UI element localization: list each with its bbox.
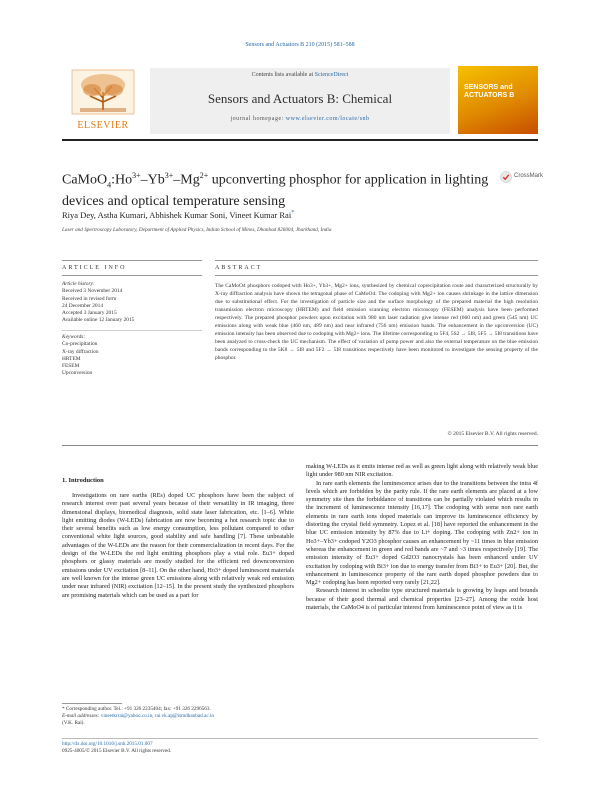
abstract-rule [215,260,538,261]
keyword: FESEM [62,363,80,370]
homepage-label: journal homepage: [230,116,286,122]
history-label: Article history: [62,281,95,287]
intro-paragraph: Research interest in scheelite type structured materials is growing by leaps and bounds because of their good thermal and chemical properties [23–27]. Among the oxide host materials, the CaMoO4 is of particular interest from luminescence point of view as it is [306,587,538,612]
article-title: $CaMoO_4:Ho^{3+}-Yb^{3+}-Mg^{2+}$ upconverting phosphor for application in lighting devices and optical temperature sensing [62,171,489,210]
elsevier-logo[interactable] [62,68,144,134]
contents-prefix: Contents lists available at [251,72,315,78]
keyword: HRTEM [62,355,81,362]
keyword: X-ray diffraction [62,348,99,355]
crossmark-icon [500,171,512,183]
journal-reference[interactable]: Sensors and Actuators B 210 (2015) 581–588 [245,42,355,48]
email-owner: (V.K. Rai). [62,720,85,726]
abstract-heading: ABSTRACT [215,265,263,271]
journal-banner [150,68,450,134]
author-list [62,210,294,220]
abstract-underline [215,275,538,276]
article-history [62,281,202,325]
corresponding-author-note: * Corresponding author. Tel.: +91 326 2235404; fax: +91 326 2296563. [62,706,211,712]
article-info-rule [62,260,202,261]
introduction-heading: 1. Introduction [62,477,104,484]
affiliation: Laser and Spectroscopy Laboratory, Department of Applied Physics, Indian School of Mines, Dhanbad 826004, Jharkhand, India [62,227,332,233]
abstract-copyright: © 2015 Elsevier B.V. All rights reserved. [447,431,538,437]
authors: Riya Dey, Astha Kumari, Abhishek Kumar Soni, Vineet Kumar Rai [62,210,292,220]
elsevier-wordmark: ELSEVIER [77,120,129,131]
history-item: Accepted 3 January 2015 [62,310,117,317]
abstract-end-rule [62,445,538,446]
keyword: Co-precipitation [62,341,98,348]
article-info-underline [62,275,202,276]
footnote-rule [62,703,122,704]
email-label: E-mail addresses: [62,713,101,719]
cover-title: SENSORS and ACTUATORS B [464,84,515,99]
contents-line [150,72,450,78]
keywords-label: Keywords: [62,334,86,340]
email-links[interactable]: vineetkrrai@yahoo.co.in, rai.vk.ap@ismdhanbad.ac.in [100,713,214,719]
doi-link[interactable]: http://dx.doi.org/10.1016/j.snb.2015.01.007 [62,741,153,747]
homepage-line [150,116,450,122]
history-item: 24 December 2014 [62,302,104,309]
doi-rule [62,738,538,739]
intro-left-column [62,492,294,600]
doi-block [62,741,362,755]
keywords [62,334,202,378]
crossmark-badge[interactable] [500,171,544,183]
corresponding-author-marker[interactable]: * [291,210,295,216]
sciencedirect-link[interactable]: ScienceDirect [314,72,349,78]
keyword: Upconversion [62,370,93,377]
intro-paragraph: making W-LEDs as it emits intense red as well as green light along with relatively weak blue light under 980 nm NIR excitation. [306,463,538,479]
abstract-text: The CaMoO4 phosphors codoped with Ho3+, Yb3+, Mg2+ ions, synthesized by chemical coprecipitation route and characterized structurally by X-ray diffraction analysis have shown the tetragonal phase of CaMoO4. The codoping with Mg2+ ion causes shrinkage in the lattice dimension due to substitutional effect. For the investigation of particle size and the surface morphology of the prepared material the high resolution transmission electron microscopy (HRTEM) and field emission scanning electron microscopy (FESEM) analysis have been performed respectively. The prepared phosphor powders upon excitation with 980 nm laser radiation give intense red (660 nm) and green (545 nm) UC emissions along with weak blue (460 nm, 489 nm) and near infrared (756 nm) emission bands. The enhancement in the upconversion (UC) emission intensity has been observed due to codoping with Mg2+ ions. The lifetime corresponding to 5F4, 5S2 → 5I8, 5F5 → 5I8 transitions have been analyzed to cross-check the UC mechanism. The effect of variation of pump power and also the external temperature on the blue emission bands corresponding to the 5K8 → 5I8 and 5F2 → 5I8 transitions respectively have been monitored to investigate the sensing property of the phosphor. [215,283,538,362]
history-item: Received in revised form [62,295,117,302]
intro-right-column [306,463,538,612]
intro-paragraph: In rare earth elements the luminescence arises due to the transitions between the intra 4f levels which are forbidden by the parity rule. If the rare earth elements are placed at a low symmetry site then the forbiddance of transitions can be partially violated which results in the increment of luminescence intensity [16,17]. The codoping with some non rare earth elements in rare earth ions doped materials can improve its luminescence efficiency by distorting the crystal field symmetry. Lopez et al. [18] have reported the enhancement in the blue UC emission intensity by 87% due to Li+ doping. The codoping with Zn2+ ion in Ho3+–Yb3+ codoped Y2O3 phosphor causes an enhancement by ~11 times in blue emission whereas the enhancement in green and red bands are ~7 and ~3 times respectively [19]. The emission intensity of Eu3+ doped Gd2O3 nanocrystals has been enhanced under UV excitation by codoping with Bi3+ ion due to energy transfer from Bi3+ to Eu3+ [20]. But, the enhancement in luminescence property of the rare earth doped phosphor powders due to Mg2+ codoping has been reported very rarely [21,22]. [306,479,538,587]
header-divider [62,139,538,141]
journal-header [62,68,538,134]
keywords-divider [62,330,202,331]
crossmark-label: CrossMark [514,173,544,179]
journal-cover-image[interactable] [458,66,538,134]
footnotes [62,706,292,727]
journal-name: Sensors and Actuators B: Chemical [207,91,393,106]
intro-paragraph: Investigations on rare earths (REs) doped UC phosphors have been the subject of research interest over past several years because of their versatility in IR imaging, three dimensional displays, biomedical diagnosis, solid state laser fabrication, etc. [1–6]. White light emitting diodes (W-LEDs) fabrication are now becoming a hot research topic due to their several benefits such as low energy consumption, less pollutant compared to other conventional white light sources, good stability and safe handling [7]. These unbeatable advantages of the W-LEDs are the reason for their commercialization in recent days. For the design of the W-LEDs the red light emitting phosphors play a vital role. Eu3+ doped phosphors or glassy materials are mostly studied for the efficient red downconversion emissions under UV excitation [8–11]. On the other hand, Ho3+ doped luminescent materials are well known for the intense green UC emissions along with relatively weak red emission under near infrared (NIR) excitation [12–15]. In the present study the synthesized phosphors are promising materials which can be used as a part for [62,492,294,599]
article-info-heading: ARTICLE INFO [62,265,127,271]
issn-line: 0925-4005/© 2015 Elsevier B.V. All rights reserved. [62,748,172,754]
history-item: Received 3 November 2014 [62,288,123,295]
history-item: Available online 12 January 2015 [62,317,135,324]
homepage-link[interactable]: www.elsevier.com/locate/snb [285,116,370,122]
